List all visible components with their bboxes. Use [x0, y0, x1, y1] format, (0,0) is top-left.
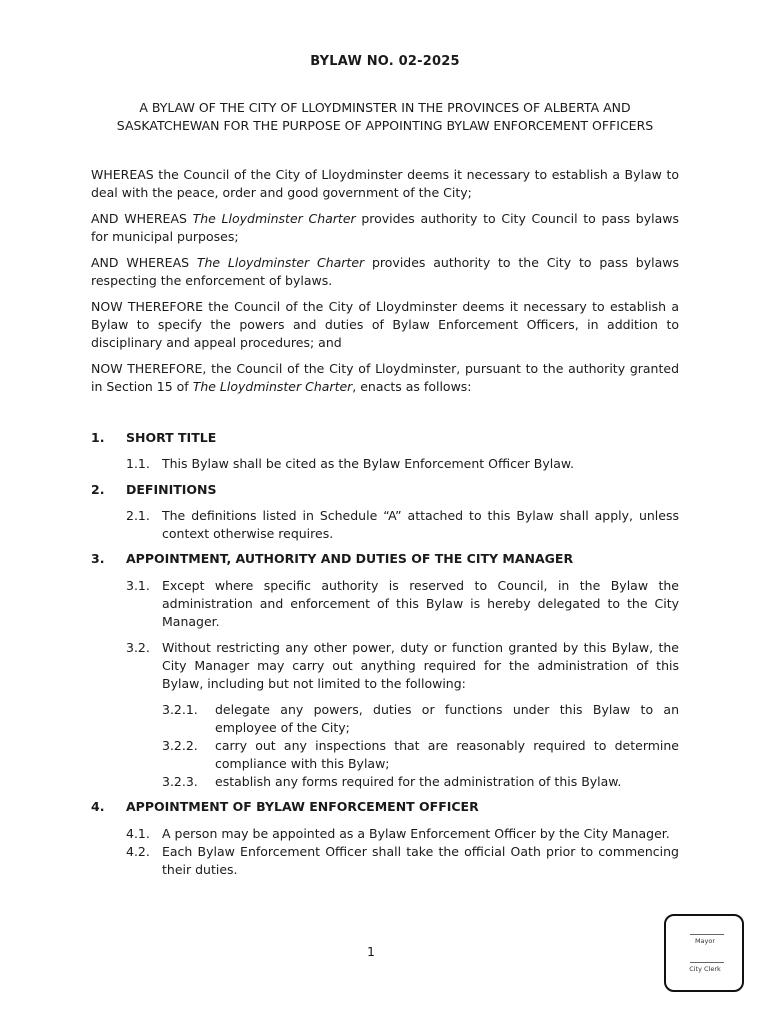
preamble-text: AND WHEREAS [91, 255, 197, 270]
clause-text: Each Bylaw Enforcement Officer shall take the official Oath prior to commencing their duties. [162, 844, 679, 877]
section-title-city-manager: APPOINTMENT, AUTHORITY AND DUTIES OF THE CITY MANAGER [126, 551, 574, 566]
subclause-number: 3.2.2. [162, 738, 198, 753]
clause-number: 3.2. [126, 640, 150, 655]
section-number: 2. [91, 482, 105, 497]
clause-text: Without restricting any other power, duty or function granted by this Bylaw, the City Manager may carry out anything required for the administration of this Bylaw, including but not limited to the following: [162, 640, 679, 691]
bylaw-subtitle [90, 99, 680, 135]
clause-text: This Bylaw shall be cited as the Bylaw Enforcement Officer Bylaw. [162, 456, 574, 471]
clerk-signature-line [690, 962, 724, 963]
preamble-now-therefore-2 [91, 360, 679, 396]
preamble-text: provides authority to City Council to pass bylaws for municipal purposes; [91, 211, 679, 244]
clause-number: 1.1. [126, 456, 150, 471]
mayor-label: Mayor [694, 937, 716, 945]
clause-text: A person may be appointed as a Bylaw Enforcement Officer by the City Manager. [162, 826, 670, 841]
section-title-definitions: DEFINITIONS [126, 482, 217, 497]
clause-text: The definitions listed in Schedule “A” attached to this Bylaw shall apply, unless context otherwise requires. [162, 508, 679, 541]
charter-reference: The Lloydminster Charter [196, 255, 365, 270]
subclause-text: establish any forms required for the administration of this Bylaw. [215, 774, 622, 789]
preamble-whereas-1: WHEREAS the Council of the City of Lloydminster deems it necessary to establish a Bylaw to deal with the peace, order and good government of the City; [91, 167, 679, 200]
section-title-appointment-officer: APPOINTMENT OF BYLAW ENFORCEMENT OFFICER [126, 799, 479, 814]
subclause-number: 3.2.1. [162, 702, 198, 717]
preamble-text: , enacts as follows: [352, 379, 472, 394]
preamble-whereas-2 [91, 210, 679, 246]
preamble-whereas-3 [91, 254, 679, 290]
charter-reference: The Lloydminster Charter [192, 379, 353, 394]
city-clerk-label: City Clerk [689, 965, 721, 973]
clause-number: 3.1. [126, 578, 150, 593]
clause-number: 4.2. [126, 844, 150, 859]
preamble-text: NOW THEREFORE, the Council of the City of Lloydminster, pursuant to the authority granted in Section 15 of [91, 361, 679, 394]
clause-number: 2.1. [126, 508, 150, 523]
bylaw-title: BYLAW NO. 02-2025 [310, 54, 460, 69]
clause-number: 4.1. [126, 826, 150, 841]
subtitle-line-2: SASKATCHEWAN FOR THE PURPOSE OF APPOINTING BYLAW ENFORCEMENT OFFICERS [116, 118, 654, 133]
subtitle-line-1: A BYLAW OF THE CITY OF LLOYDMINSTER IN THE PROVINCES OF ALBERTA AND [139, 100, 631, 115]
preamble-text: AND WHEREAS [91, 211, 193, 226]
section-number: 1. [91, 430, 105, 445]
subclause-text: delegate any powers, duties or functions under this Bylaw to an employee of the City; [215, 702, 679, 735]
section-title-short-title: SHORT TITLE [126, 430, 217, 445]
charter-reference: The Lloydminster Charter [192, 211, 356, 226]
signature-box [664, 914, 744, 992]
subclause-number: 3.2.3. [162, 774, 198, 789]
preamble-text: provides authority to the City to pass bylaws respecting the enforcement of bylaws. [91, 255, 680, 288]
page-number: 1 [367, 944, 375, 959]
clause-text: Except where specific authority is reserved to Council, in the Bylaw the administration and enforcement of this Bylaw is hereby delegated to the City Manager. [162, 578, 679, 629]
preamble-now-therefore-1: NOW THEREFORE the Council of the City of Lloydminster deems it necessary to establish a Bylaw to specify the powers and duties of Bylaw Enforcement Officers, in addition to disciplinary and appeal procedures; and [91, 299, 679, 350]
subclause-text: carry out any inspections that are reasonably required to determine compliance with this Bylaw; [215, 738, 679, 771]
mayor-signature-line [690, 934, 724, 935]
section-number: 3. [91, 551, 105, 566]
section-number: 4. [91, 799, 105, 814]
